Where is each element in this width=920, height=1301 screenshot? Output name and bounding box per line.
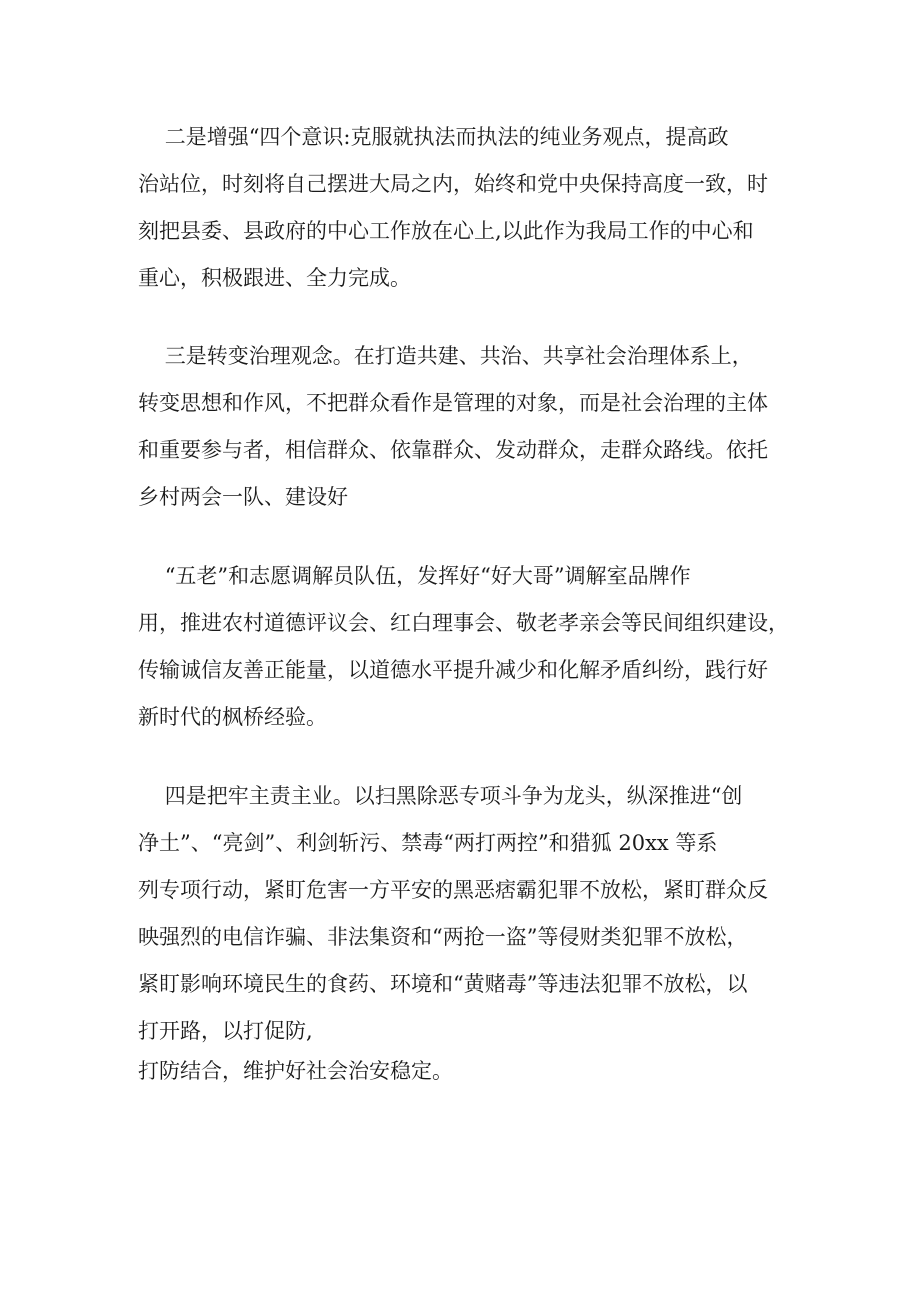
text-line: 净土”、“亮剑”、利剑斩污、禁毒“两打两控”和猎狐 20xx 等系	[138, 831, 718, 855]
text-line: 重心，积极跟进、全力完成。	[138, 266, 411, 290]
text-line: “五老”和志愿调解员队伍，发挥好“好大哥”调解室品牌作	[138, 564, 691, 588]
text-line: 打开路，以打促防,	[138, 1019, 313, 1043]
text-line: 用，推进农村道德评议会、红白理事会、敬老孝亲会等民间组织建设，	[138, 611, 789, 635]
text-line: 二是增强“四个意识:克服就执法而执法的纯业务观点，提高政	[138, 125, 729, 149]
text-line: 打防结合，维护好社会治安稳定。	[138, 1059, 453, 1083]
text-line: 三是转变治理观念。在打造共建、共治、共享社会治理体系上，	[138, 344, 753, 368]
paragraph-mediation-team	[138, 553, 788, 741]
text-line: 映强烈的电信诈骗、非法集资和“两抢一盗”等侵财类犯罪不放松，	[138, 925, 748, 949]
paragraph-enhance-awareness	[138, 114, 788, 302]
text-line: 四是把牢主责主业。以扫黑除恶专项斗争为龙头，纵深推进“创	[138, 784, 743, 808]
text-line: 乡村两会一队、建设好	[138, 485, 348, 509]
paragraph-main-duties	[138, 773, 788, 1055]
text-line: 治站位，时刻将自己摆进大局之内，始终和党中央保持高度一致，时	[138, 172, 768, 196]
text-line: 新时代的枫桥经验。	[138, 705, 327, 729]
text-line: 和重要参与者，相信群众、依靠群众、发动群众，走群众路线。依托	[138, 438, 768, 462]
paragraph-combine-prevention	[138, 1048, 788, 1095]
paragraph-change-governance	[138, 333, 788, 521]
text-line: 传输诚信友善正能量，以道德水平提升减少和化解矛盾纠纷，践行好	[138, 658, 768, 682]
text-line: 紧盯影响环境民生的食药、环境和“黄赌毒”等违法犯罪不放松，以	[138, 972, 748, 996]
text-line: 列专项行动，紧盯危害一方平安的黑恶痞霸犯罪不放松，紧盯群众反	[138, 878, 768, 902]
text-line: 刻把县委、县政府的中心工作放在心上,以此作为我局工作的中心和	[138, 219, 754, 243]
text-line: 转变思想和作风，不把群众看作是管理的对象，而是社会治理的主体	[138, 391, 768, 415]
